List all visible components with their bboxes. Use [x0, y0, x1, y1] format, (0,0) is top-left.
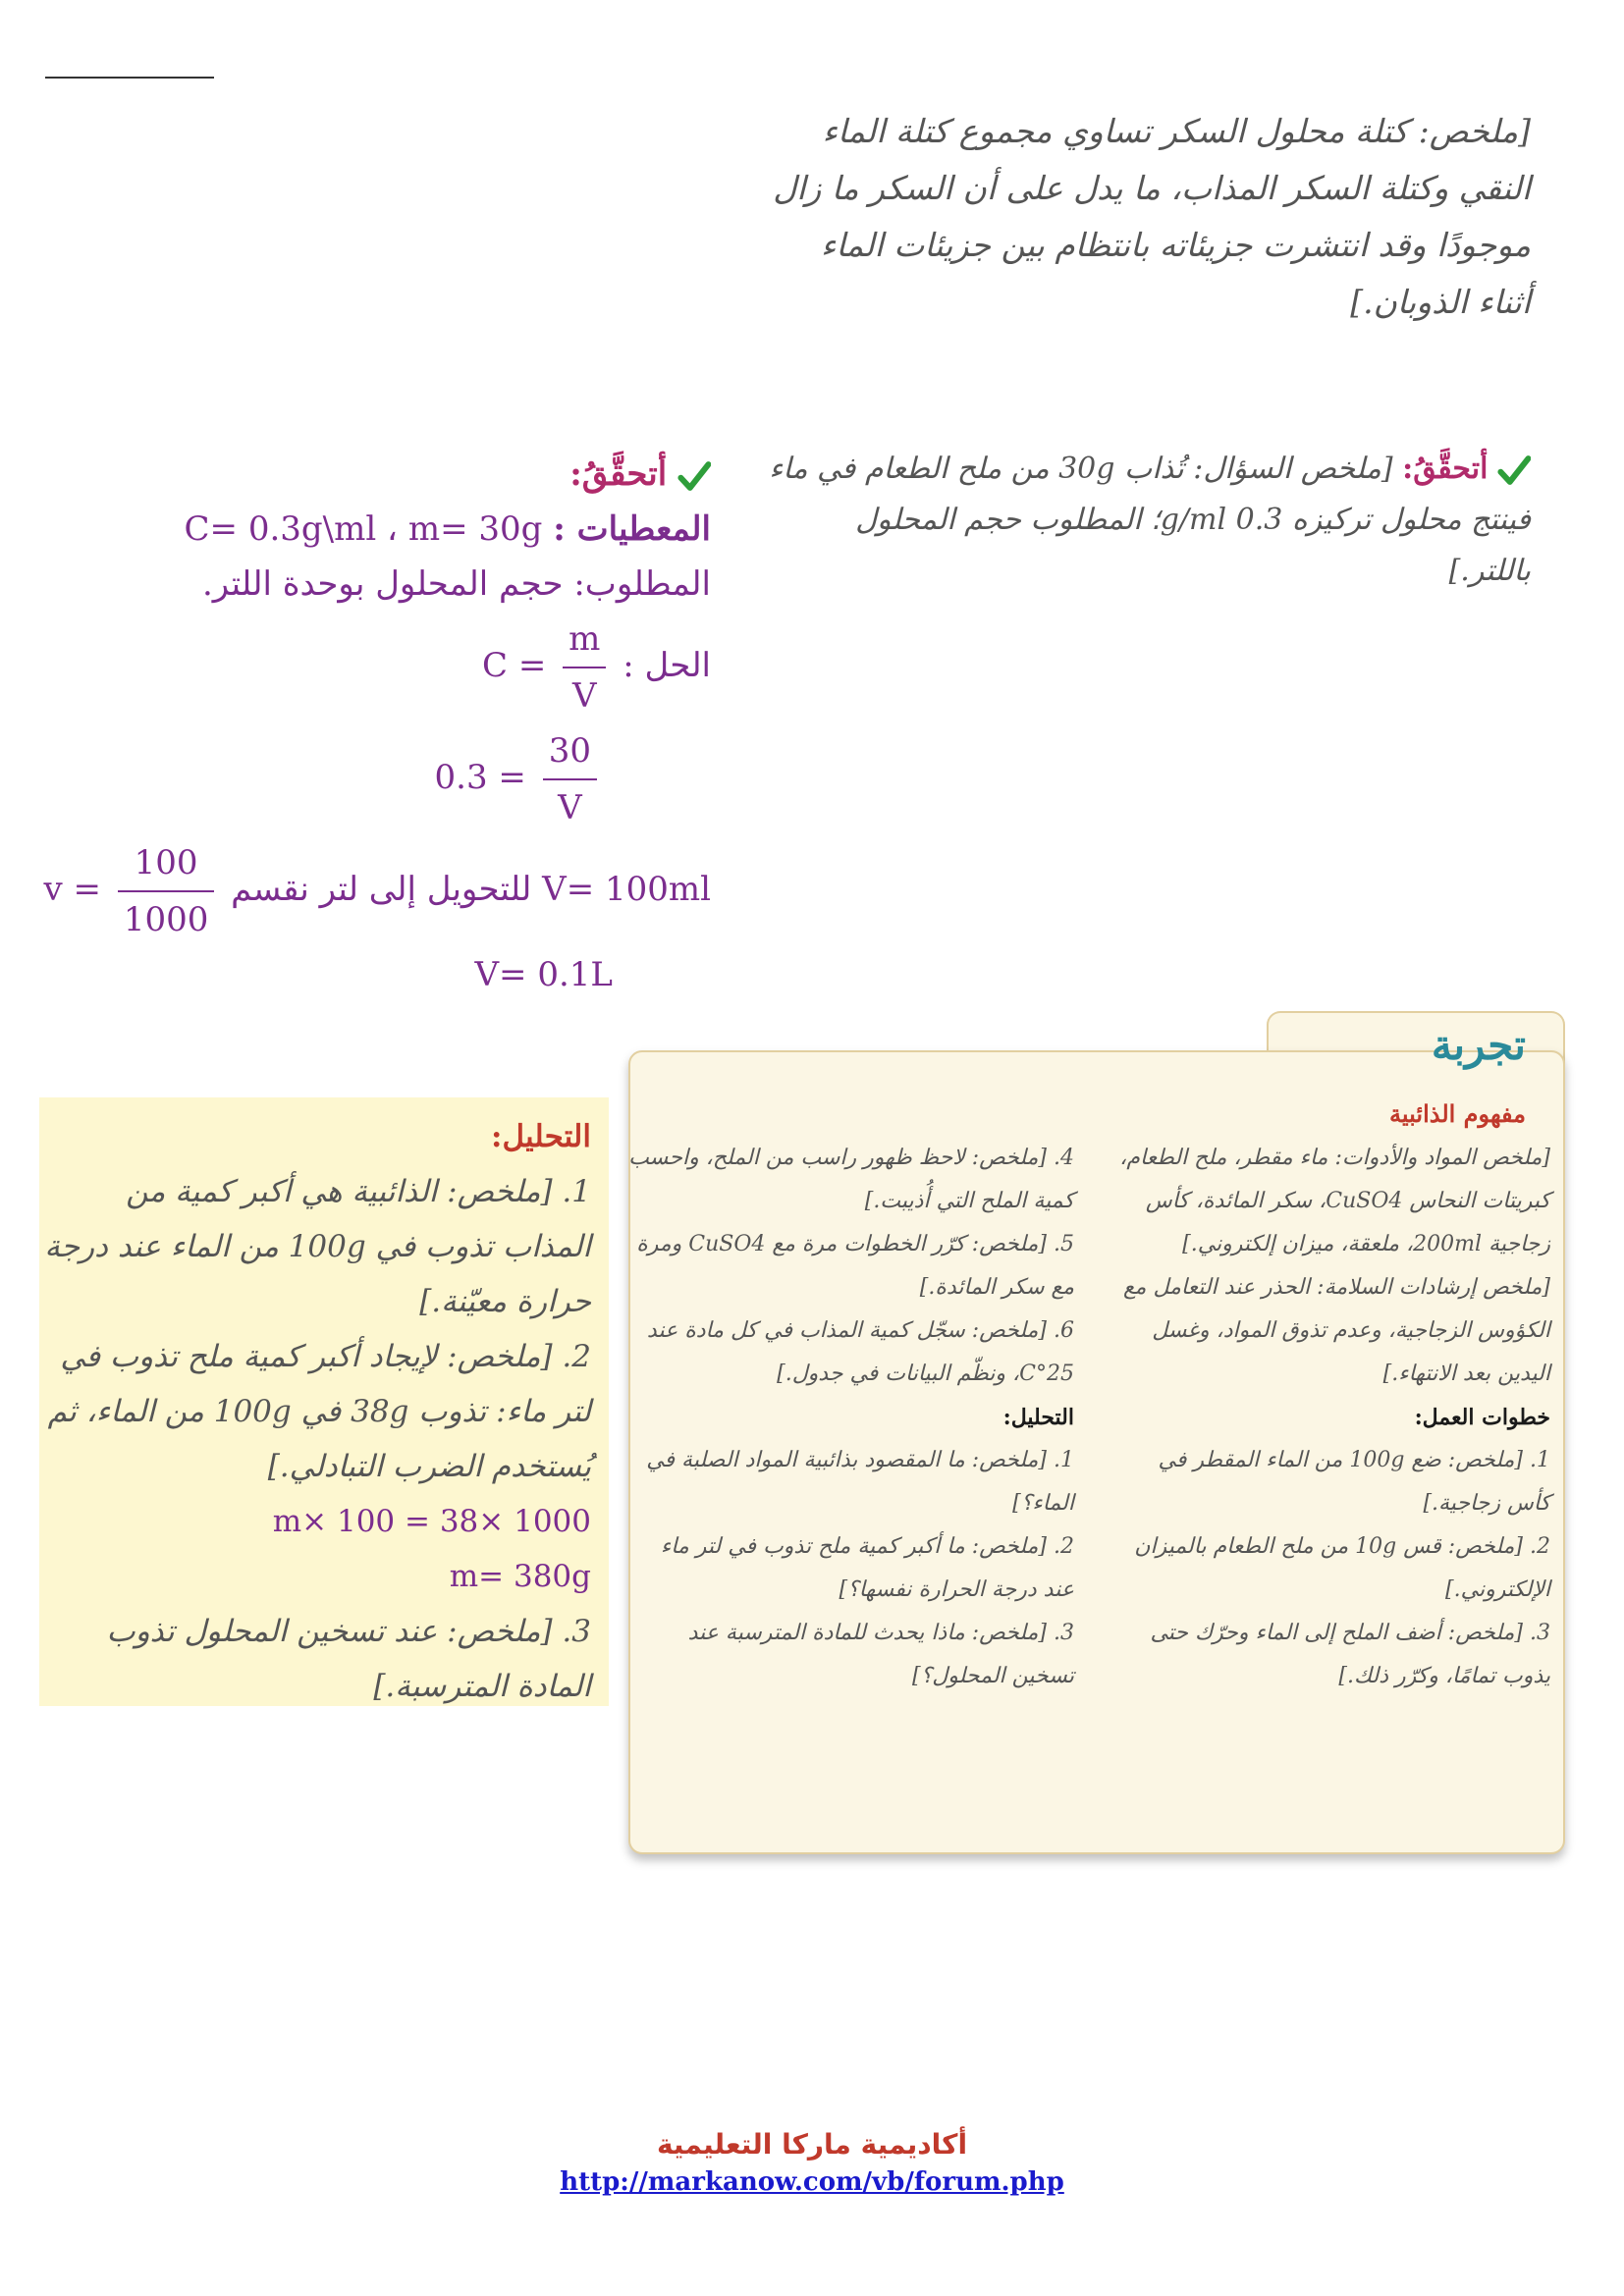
intro-paragraph: [ملخص: كتلة محلول السكر تساوي مجموع كتلة الماء النقي وكتلة السكر المذاب، ما يدل على أن السكر ما زال موجودًا وقد انتشرت جزيئاته بانتظام بين جزيئات الماء أثناء الذوبان.]	[773, 112, 1531, 321]
experiment-title: تجربة	[1431, 1021, 1526, 1069]
answer-1: 1. [ملخص: الذائبية هي أكبر كمية من المذاب تذوب في 100g من الماء عند درجة حرارة معيّنة.]	[44, 1174, 591, 1319]
sub-eq: 0.3 =	[434, 758, 526, 797]
v-ml: V= 100ml	[542, 870, 711, 909]
answer-3: 3. [ملخص: عند تسخين المحلول تذوب المادة المترسبة.]	[106, 1614, 591, 1704]
v-eq: v =	[43, 870, 101, 909]
given-label: المعطيات :	[553, 509, 711, 549]
checkmark-icon	[677, 459, 711, 493]
step-5: 5. [ملخص: كرّر الخطوات مرة مع CuSO4 ومرة مع سكر المائدة.]	[636, 1232, 1074, 1300]
sub-fraction: $\frac{30}{V}$	[543, 723, 597, 835]
analysis-q3: 3. [ملخص: ماذا يحدث للمادة المترسبة عند تسخين المحلول؟]	[687, 1621, 1074, 1688]
analysis-q2: 2. [ملخص: ما أكبر كمية ملح تذوب في لتر ماء عند درجة الحرارة نفسها؟]	[660, 1534, 1074, 1602]
analysis-answers	[41, 1097, 609, 1714]
experiment-right-column	[1118, 1137, 1550, 1698]
check-answer-title: أتحقَّقُ:	[569, 454, 668, 494]
convert-text: للتحويل إلى لتر نقسم	[231, 870, 532, 909]
step-1: 1. [ملخص: ضع 100g من الماء المقطر في كأس زجاجية.]	[1158, 1448, 1550, 1516]
answer-2-eq2: m= 380g	[449, 1559, 591, 1594]
solution-label: الحل :	[623, 646, 711, 685]
answer-2: 2. [ملخص: لإيجاد أكبر كمية ملح تذوب في لتر ماء: تذوب 38g في 100g من الماء، ثم يُستخدم الضرب التبادلي.]	[47, 1339, 591, 1484]
step-3: 3. [ملخص: أضف الملح إلى الماء وحرّك حتى يذوب تمامًا، وكرّر ذلك.]	[1150, 1621, 1550, 1688]
v-liters: V= 0.1L	[474, 955, 613, 994]
check-question-title: أتحقَّقُ:	[1402, 452, 1489, 486]
analysis-answers-title: التحليل:	[491, 1119, 591, 1154]
check-question-summary: [ملخص السؤال: تُذاب 30g من ملح الطعام في ماء فينتج محلول تركيزه 0.3 g/ml؛ المطلوب حجم المحلول باللتر.]	[769, 452, 1531, 588]
footer-url-container	[0, 2167, 1624, 2197]
safety-summary: [ملخص إرشادات السلامة: الحذر عند التعامل مع الكؤوس الزجاجية، وعدم تذوق المواد، وغسل اليدين بعد الانتهاء.]	[1122, 1275, 1550, 1386]
materials-summary: [ملخص المواد والأدوات: ماء مقطر، ملح الطعام، كبريتات النحاس CuSO4، سكر المائدة، كأس زجاجية 200ml، ملعقة، ميزان إلكتروني.]	[1119, 1146, 1550, 1256]
c-eq: C =	[482, 646, 547, 685]
required-text: المطلوب: حجم المحلول بوحدة اللتر.	[202, 564, 711, 604]
step-2: 2. [ملخص: قس 10g من ملح الطعام بالميزان الإلكتروني.]	[1134, 1534, 1550, 1602]
checkmark-icon	[1497, 454, 1531, 487]
analysis-label: التحليل:	[1002, 1405, 1074, 1430]
analysis-answers-box	[39, 1097, 609, 1706]
footer-link[interactable]: http://markanow.com/vb/forum.php	[560, 2167, 1064, 2197]
steps-label: خطوات العمل:	[1414, 1405, 1550, 1430]
step-4: 4. [ملخص: لاحظ ظهور راسب من الملح، واحسب كمية الملح التي أُذيبت.]	[628, 1146, 1074, 1213]
v-fraction: $\frac{100}{1000}$	[118, 835, 215, 947]
given-value: C= 0.3g\ml ، m= 30g	[184, 509, 543, 549]
c-fraction: $\frac{m}{V}$	[563, 612, 606, 723]
answer-2-eq1: m× 100 = 38× 1000	[272, 1504, 591, 1539]
check-answer	[43, 447, 711, 1002]
experiment-left-column	[627, 1137, 1074, 1698]
check-question	[765, 444, 1531, 597]
step-6: 6. [ملخص: سجّل كمية المذاب في كل مادة عند 25°C، ونظّم البيانات في جدول.]	[646, 1318, 1074, 1386]
analysis-q1: 1. [ملخص: ما المقصود بذائبية المواد الصلبة في الماء؟]	[646, 1448, 1074, 1516]
footer-academy-name: أكاديمية ماركا التعليمية	[656, 2128, 968, 2161]
top-divider	[45, 77, 214, 79]
experiment-concept: مفهوم الذائبية	[1389, 1099, 1526, 1128]
